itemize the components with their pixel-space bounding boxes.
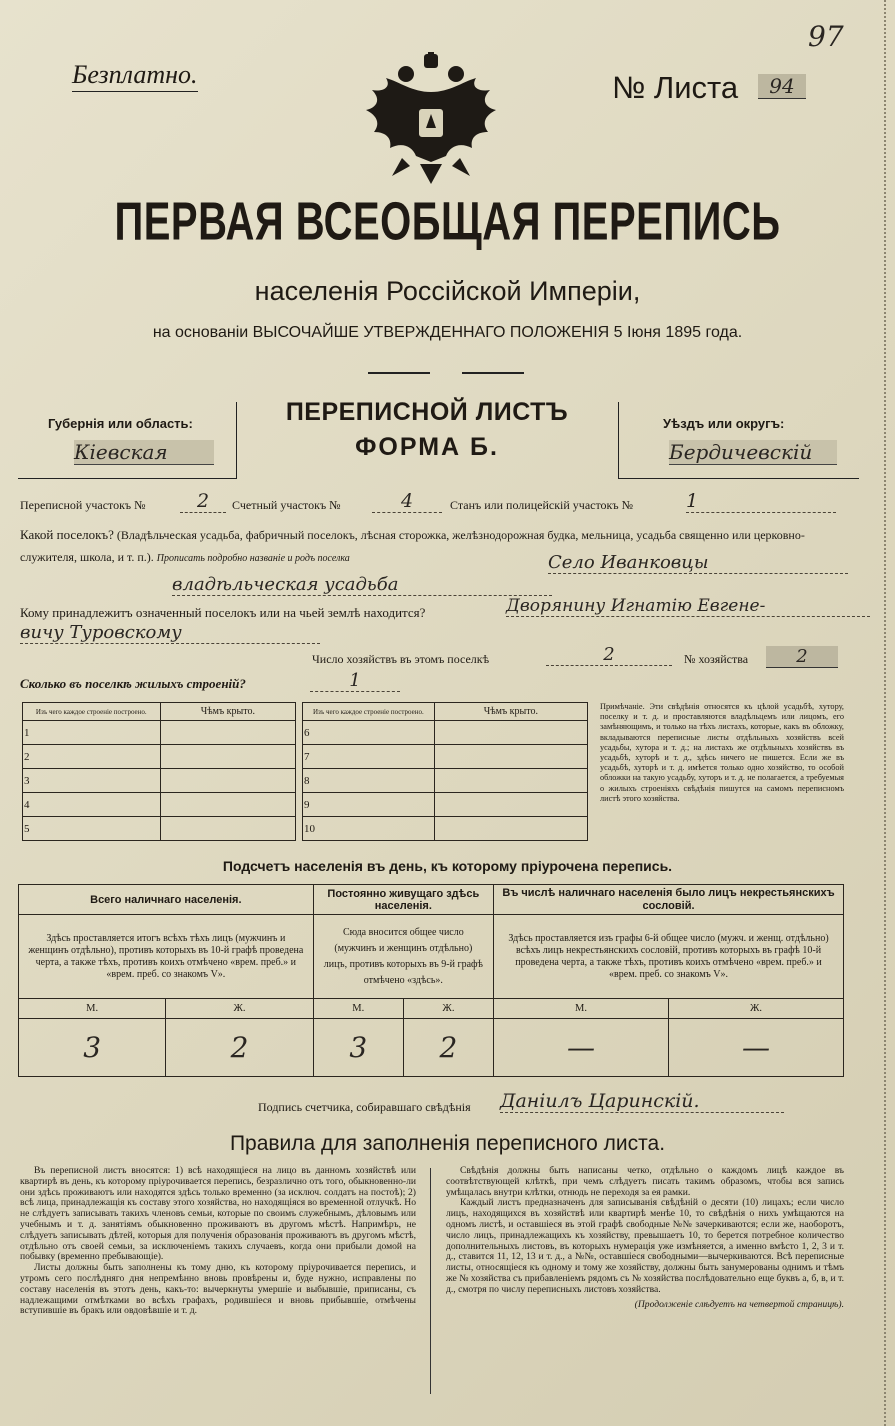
table-row: 5 <box>23 817 161 841</box>
stan-value: 1 <box>686 490 836 513</box>
poselok-hint2: Прописать подробно названіе и родъ поселка <box>156 553 350 564</box>
divider <box>368 372 430 374</box>
uchastok-label: Переписной участокъ № <box>20 498 146 512</box>
column-divider <box>430 1168 431 1394</box>
table-row: 2 <box>23 745 161 769</box>
buildings-table <box>22 702 588 841</box>
rules-left-p1: Въ переписной листъ вносятся: 1) всѣ находящіеся на лицо въ данномъ хозяйствѣ или квартирѣ въ день, къ которому пріурочивается перепись, безразлично отъ того, обыкновенно-ли они здѣсь проживаютъ или находятся здѣсь только временно (за исключ. солдатъ на постоѣ); 2) всѣ лица, принадлежащія къ составу этого хозяйства, но находящіяся во временной отлучкѣ. Но не слѣдуетъ записывать такихъ членовъ семьи, которые по своимъ служебнымъ, дѣловымъ или учебнымъ и т. д. занятіямъ обыкновенно проживаютъ въ другомъ мѣстѣ. Напримѣръ, не слѣдуетъ записывать дѣтей, которыя для полученія образованія проживаютъ въ другомъ мѣстѣ, отдѣльно отъ своей семьи, за исключеніемъ такихъ случаевъ, когда они прибыли домой на побывку (временно пребывающіе). <box>20 1165 416 1263</box>
stan-label: Станъ или полицейскій участокъ № <box>450 498 634 512</box>
value-cell: 3 <box>313 1019 403 1077</box>
rules-right-column <box>446 1166 844 1310</box>
col1-desc: Здѣсь проставляется итогъ всѣхъ тѣхъ лицъ (мужчинъ и женщинъ отдѣльно), противъ которыхъ въ 10-й графѣ проведена черта, а также тѣхъ, противъ коихъ отмѣчено «врем. преб.» и «врем. преб. со знакомъ V». <box>19 915 314 999</box>
signature-value: Даніилъ Царинскій. <box>500 1090 784 1113</box>
schet-label: Счетный участокъ № <box>232 498 341 512</box>
col-roof: Чѣмъ крыто. <box>160 703 296 721</box>
col-building: Изъ чего каждое строеніе построено. <box>303 703 435 721</box>
col1-head: Всего наличнаго населенія. <box>19 885 314 915</box>
uezd-value: Бердичевскій <box>669 440 837 465</box>
rules-left-p2: Листы должны быть заполнены къ тому дню, къ которому пріурочивается перепись, и утромъ сего послѣдняго дня непремѣнно вновь провѣрены и, буде нужно, исправлены по составу населенія въ этотъ день, какъ-то: вычеркнуты умершіе и выбывшіе, приписаны, съ надлежащими отмѣтками во всѣхъ графахъ, родившіеся и вновь прибывшіе, отмѣчены вступившіе въ бракъ или овдовѣвшіе и т. д. <box>20 1262 416 1317</box>
rules-left-column <box>20 1166 416 1317</box>
table-row: 6 <box>303 721 435 745</box>
divider <box>462 372 524 374</box>
m-label: М. <box>494 999 669 1019</box>
value-cell: 2 <box>403 1019 493 1077</box>
rules-right-p1: Свѣдѣнія должны быть написаны четко, отдѣльно о каждомъ лицѣ каждое въ соотвѣтствующей клѣткѣ, при чемъ слѣдуетъ писать такимъ образомъ, чтобы вся запись умѣщалась внутри клѣтки, отнюдь не переходя за ея рамки. <box>446 1165 844 1198</box>
poselok-value-1: Село Иванковцы <box>548 552 848 574</box>
owner-question: Кому принадлежитъ означенный поселокъ или на чьей землѣ находится? <box>20 605 426 620</box>
form-title-box <box>236 398 618 462</box>
poselok-question: Какой поселокъ? <box>20 527 114 542</box>
buildings-label: Сколько въ поселкѣ жилыхъ строеній? <box>20 676 246 691</box>
table-row: 7 <box>303 745 435 769</box>
double-headed-eagle-icon <box>362 52 500 193</box>
owner-value-2: вичу Туровскому <box>20 622 320 644</box>
rules-continued: (Продолженіе слѣдуетъ на четвертой страницѣ). <box>634 1298 844 1310</box>
buildings-value: 1 <box>310 670 400 692</box>
note-text: Примѣчаніе. Эти свѣдѣнія относятся къ цѣлой усадьбѣ, хутору, поселку и т. д. и проставляются владѣльцемъ или лицомъ, его замѣняющимъ, и только на тѣхъ листахъ, которые, какъ въ обложку, вкладываются переписные листы отдѣльныхъ хозяйствъ всей усадьбы, хутора и т. д.; на листахъ же отдѣльныхъ хозяйствъ въ усадьбѣ, хуторѣ и т. д., здѣсь ничего не пишется. Если же въ усадьбѣ, хуторѣ и т. д. имѣется только одно хозяйство, то особой обложки на такую усадьбу, хуторъ и т. д. не полагается, а требуемыя о жилыхъ строеніяхъ свѣдѣнія пишутся на самомъ переписномъ листѣ этого хозяйства. <box>600 702 844 803</box>
table-row: 10 <box>303 817 435 841</box>
sheet-no-value: 94 <box>758 74 806 99</box>
col-building: Изъ чего каждое строеніе построено. <box>23 703 161 721</box>
schet-value: 4 <box>372 490 442 513</box>
f-label: Ж. <box>166 999 313 1019</box>
owner-value-1: Дворянину Игнатію Евгене- <box>506 596 870 617</box>
households-value: 2 <box>546 644 672 666</box>
gubernia-label: Губернія или область: <box>48 416 193 431</box>
sheet-no-label: № Листа <box>612 70 739 105</box>
uezd-label: Уѣздъ или округъ: <box>663 416 785 431</box>
household-no-value: 2 <box>766 646 838 668</box>
poselok-value-2: владѣльческая усадьба <box>172 574 552 596</box>
main-title: ПЕРВАЯ ВСЕОБЩАЯ ПЕРЕПИСЬ <box>114 192 781 252</box>
f-label: Ж. <box>403 999 493 1019</box>
form-title: ПЕРЕПИСНОЙ ЛИСТЪ <box>285 398 569 426</box>
rules-title: Правила для заполненія переписного листа. <box>229 1132 666 1155</box>
subtitle: населенія Россійской Имперіи, <box>254 276 641 306</box>
col3-desc: Здѣсь проставляется изъ графы 6-й общее число (мужч. и женщ. отдѣльно) всѣхъ лицъ некрестьянскихъ сословій, противъ которыхъ въ графѣ 10-й проведена черта, а также тѣхъ, противъ коихъ отмѣчено «врем. преб.» и «врем. преб. со знакомъ V». <box>494 915 844 999</box>
population-table <box>18 884 844 1077</box>
col3-head: Въ числѣ наличнаго населенія было лицъ некрестьянскихъ сословій. <box>494 885 844 915</box>
value-cell: 2 <box>166 1019 313 1077</box>
uchastok-value: 2 <box>180 490 226 513</box>
table-row: 4 <box>23 793 161 817</box>
f-label: Ж. <box>668 999 843 1019</box>
gubernia-value: Кіевская <box>74 440 214 465</box>
free-label: Безплатно. <box>72 60 198 92</box>
value-cell: — <box>668 1019 843 1077</box>
m-label: М. <box>313 999 403 1019</box>
col2-desc: Сюда вносится общее число (мужчинъ и женщинъ отдѣльно) лицъ, противъ которыхъ въ 9-й графѣ отмѣчено «здѣсь». <box>313 915 493 999</box>
rules-right-p2: Каждый листъ предназначенъ для записыванія свѣдѣній о десяти (10) лицахъ; если число лицъ, находящихся въ хозяйствѣ или квартирѣ менѣе 10, то свѣдѣнія о нихъ умѣщаются на одномъ листѣ, и оставшіеся въ этой графѣ свободные №№ зачеркиваются; если же, наоборотъ, число лицъ, принадлежащихъ къ хозяйству, превышаетъ 10, то берется потребное количество дополнительныхъ листовъ, въ которыхъ нумерація уже измѣняется, а именно вмѣсто 1, 2, 3 и т. д., ставится 11, 12, 13 и т. д., а №№, оставшіеся свободными—вычеркиваются. Всѣ переписные листы, относящіеся къ одному и тому же хозяйству, должны быть занумерованы однимъ и тѣмъ же № хозяйства съ прибавленіемъ рядомъ съ № хозяйства послѣдовательно еще буквъ а, б, в, и т. д., смотря по числу переписныхъ листовъ хозяйства. <box>446 1197 844 1295</box>
col2-head: Постоянно живущаго здѣсь населенія. <box>313 885 493 915</box>
m-label: М. <box>19 999 166 1019</box>
poselok-hint: (Владѣльческая усадьба, фабричный поселокъ, лѣсная сторожка, желѣзнодорожная будка, мельница, усадьба священно или церковно-служителя, школа, и т. п.). <box>20 528 805 564</box>
col-roof: Чѣмъ крыто. <box>434 703 587 721</box>
gubernia-box <box>18 402 237 479</box>
household-no-label: № хозяйства <box>684 652 749 666</box>
form-b: ФОРМА Б. <box>355 433 499 461</box>
table-row: 9 <box>303 793 435 817</box>
perforation-edge <box>884 0 886 1426</box>
signature-label: Подпись счетчика, собиравшаго свѣдѣнія <box>258 1100 471 1114</box>
count-title: Подсчетъ населенія въ день, къ которому пріурочена перепись. <box>222 858 673 874</box>
value-cell: 3 <box>19 1019 166 1077</box>
table-row: 8 <box>303 769 435 793</box>
corner-number: 97 <box>808 20 844 53</box>
basis-line: на основаніи ВЫСОЧАЙШЕ УТВЕРЖДЕННАГО ПОЛОЖЕНІЯ 5 Іюня 1895 года. <box>152 324 743 341</box>
uezd-box <box>618 402 859 479</box>
table-row: 3 <box>23 769 161 793</box>
table-row: 1 <box>23 721 161 745</box>
value-cell: — <box>494 1019 669 1077</box>
households-label: Число хозяйствъ въ этомъ поселкѣ <box>312 652 490 666</box>
